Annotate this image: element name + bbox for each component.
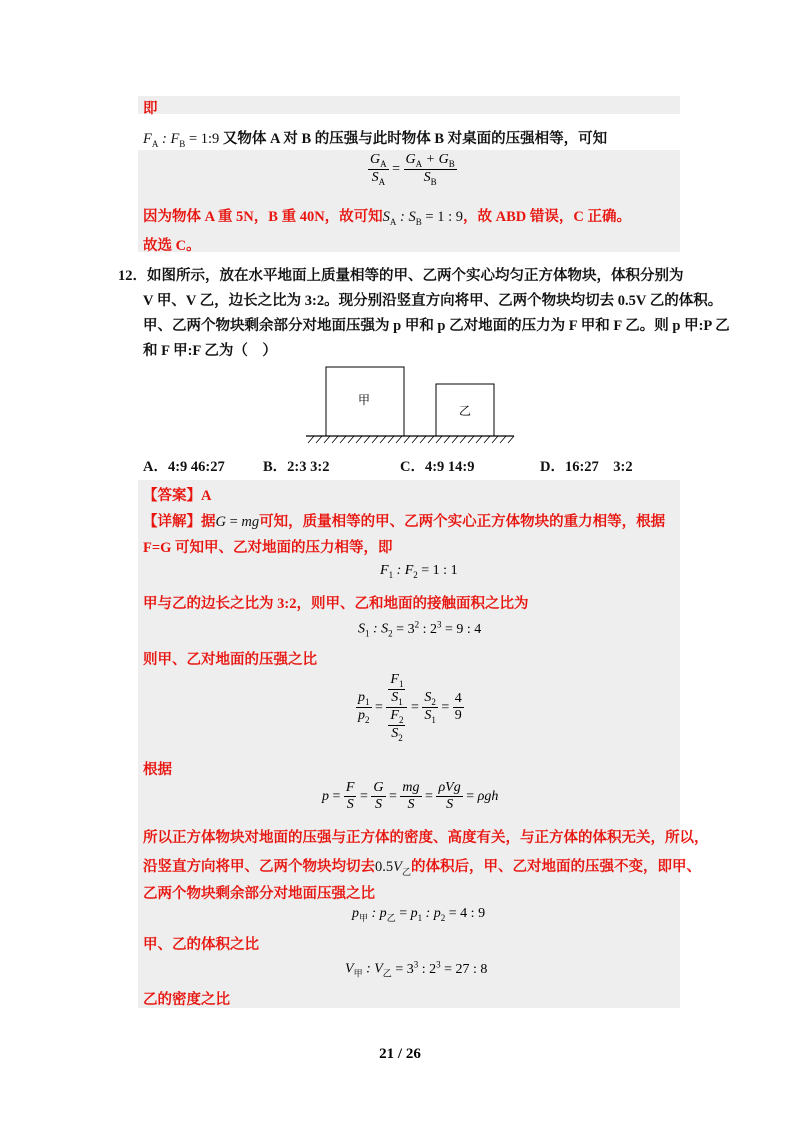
detail-line-4: 则甲、乙对地面的压强之比 xyxy=(143,652,317,668)
question-line-3: 甲、乙两个物块剩余部分对地面压强为 p 甲和 p 乙对地面的压力为 F 甲和 F 乙。则 p 甲:P 乙 xyxy=(143,318,730,334)
contact-area-formula: $S_1$ : $S_2 = 3^2$ : $2^3 = 9$ : 4 xyxy=(358,619,482,639)
question-line-2: V 甲、V 乙，边长之比为 3:2。现分别沿竖直方向将甲、乙两个物块均切去 0.5V 乙的体积。 xyxy=(143,293,723,309)
detail-1b: 可知，质量相等的甲、乙两个实心正方体物块的重力相等，根据 xyxy=(259,514,666,530)
top-line-1: 即 xyxy=(143,101,158,117)
question-text-1: 如图所示，放在水平地面上质量相等的甲、乙两个实心均匀正方体物块，体积分别为 xyxy=(147,268,684,284)
top-line-2-text: 又物体 A 对 B 的压强与此时物体 B 对桌面的压强相等，可知 xyxy=(222,131,608,147)
remaining-pressure-formula: $p_甲$ : $p_乙 = p_1$ : $p_2 = 4$ : 9 xyxy=(352,906,486,923)
detail-line-7 xyxy=(143,855,701,878)
detail-line-1 xyxy=(143,510,665,531)
top-line-3 xyxy=(143,205,631,227)
blocks-figure xyxy=(300,364,520,444)
option-d[interactable]: D．16:27 3:2 xyxy=(540,459,633,475)
question-number: 12． xyxy=(118,268,147,284)
detail-line-6: 所以正方体物块对地面的压强与正方体的密度、高度有关，与正方体的体积无关，所以， xyxy=(143,830,709,846)
half-volume-formula: $0.5V_乙$ xyxy=(375,859,411,877)
question-line-4: 和 F 甲:F 乙为（ ） xyxy=(143,343,277,359)
pressure-equality-formula: $\frac{G_A}{S_A}$ = $\frac{G_A + G_B}{S_B}$ xyxy=(370,152,455,187)
option-a[interactable]: A．4:9 46:27 xyxy=(143,459,225,475)
detail-tag: 【详解】 xyxy=(143,514,201,530)
detail-7a: 沿竖直方向将甲、乙两个物块均切去 xyxy=(143,859,375,875)
option-b[interactable]: B．2:3 3:2 xyxy=(263,459,330,475)
ground-hatching xyxy=(308,436,514,443)
answer-block xyxy=(138,480,680,1008)
detail-line-2: F=G 可知甲、乙对地面的压力相等，即 xyxy=(143,540,393,556)
detail-7b: 的体积后，甲、乙对地面的压强不变，即甲、 xyxy=(411,859,701,875)
block-jia-label: 甲 xyxy=(358,393,371,407)
detail-line-3: 甲与乙的边长之比为 3:2，则甲、乙和地面的接触面积之比为 xyxy=(143,596,529,612)
detail-line-10: 乙的密度之比 xyxy=(143,992,230,1008)
top-line-3-pre: 因为物体 A 重 5N，B 重 40N，故可知 xyxy=(143,209,383,225)
question-line-1 xyxy=(118,264,684,285)
detail-1a: 据 xyxy=(201,514,216,530)
force-ratio-formula: $F_A$ : $F_B$ = 1:9 xyxy=(143,131,220,149)
area-ratio-formula: $S_A$ : $S_B = 1$ : 9 xyxy=(382,209,463,227)
pressure-derivation-formula: p = $\frac{F}{S}$ = $\frac{G}{S}$ = $\frac{mg}{S}$ = $\frac{\text{ρVg}}{S}$ = ρgh xyxy=(322,780,499,813)
block-yi-label: 乙 xyxy=(459,404,472,418)
volume-ratio-formula: $V_甲$ : $V_乙 = 3^3$ : $2^3 = 27$ : 8 xyxy=(345,959,488,979)
detail-line-5: 根据 xyxy=(143,762,172,778)
option-c[interactable]: C．4:9 14:9 xyxy=(400,459,475,475)
solution-block-top xyxy=(138,96,680,114)
top-line-3-post: ，故 ABD 错误，C 正确。 xyxy=(463,209,631,225)
answer-line: 【答案】A xyxy=(143,488,212,504)
top-line-4: 故选 C。 xyxy=(143,238,201,254)
detail-line-9: 甲、乙的体积之比 xyxy=(143,937,259,953)
detail-line-8: 乙两个物块剩余部分对地面压强之比 xyxy=(143,886,375,902)
pressure-ratio-formula: $\frac{p_1}{p_2}$ = $\frac{\frac{F_1}{S_1}}{\frac{F_2}{S_2}}$ = $\frac{S_2}{S_1}$ = $\frac{4}{9}$ xyxy=(358,672,462,744)
gravity-formula: G = mg xyxy=(215,514,260,530)
page-number: 21 / 26 xyxy=(379,1046,421,1062)
top-line-2 xyxy=(143,127,607,149)
force-equal-formula: $F_1$ : $F_2 = 1$ : 1 xyxy=(380,563,458,580)
